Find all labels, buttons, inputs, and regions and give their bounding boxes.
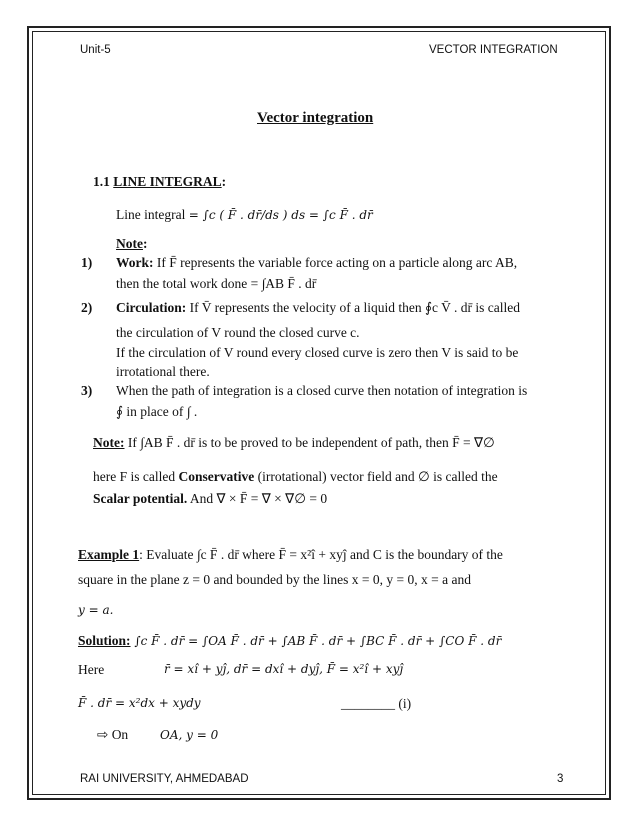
note-1-number: 1) xyxy=(81,255,93,270)
example-line2: square in the plane z = 0 and bounded by the lines x = 0, y = 0, x = a and xyxy=(78,572,471,587)
note-1-text: If F̄ represents the variable force acting on a particle along arc AB, xyxy=(156,255,518,270)
solution-formula: ∫c F̄ . dr̄ = ∫OA F̄ . dr̄ + ∫AB F̄ . dr̄ + ∫BC F̄ . dr̄ + ∫CO F̄ . dr̄ xyxy=(130,634,502,648)
equation-tag: ________ (i) xyxy=(341,696,412,711)
solution-label: Solution: xyxy=(78,633,131,648)
note2-line3 xyxy=(93,491,327,507)
solution-line2: r̄ = xî + yĵ, dr̄ = dxî + dyĵ, F̄ = x²î + xyĵ xyxy=(164,662,404,676)
right-arrow-icon: ⇨ xyxy=(97,727,109,742)
header-unit: Unit-5 xyxy=(80,44,111,56)
solution-line1 xyxy=(78,633,501,649)
note-3-number: 3) xyxy=(81,383,93,398)
note2-line3-b: And ∇ × F̄ = ∇ × ∇∅ = 0 xyxy=(187,491,328,506)
on-expression: OA, y = 0 xyxy=(160,728,219,742)
note-2-line1 xyxy=(116,300,520,316)
example-label: Example 1 xyxy=(78,547,140,562)
note2-line2 xyxy=(93,469,498,485)
example-line3: y = a. xyxy=(78,603,114,617)
on-arrow-line xyxy=(97,727,128,743)
note-2-line3: If the circulation of V round every closed curve is zero then V is said to be xyxy=(116,345,519,360)
note-heading-text: Note xyxy=(116,236,143,251)
note-2-line2: the circulation of V round the closed curve c. xyxy=(116,325,360,340)
footer-university: RAI UNIVERSITY, AHMEDABAD xyxy=(80,773,249,785)
section-heading xyxy=(93,174,226,190)
note2-text: If ∫AB F̄ . dr̄ is to be proved to be independent of path, then F̄ = ∇∅ xyxy=(127,435,495,450)
example-line1 xyxy=(78,547,503,563)
note-heading: Note: xyxy=(116,236,148,251)
section-number: 1.1 xyxy=(93,174,114,189)
page-title: Vector integration xyxy=(257,110,374,126)
line-integral-def xyxy=(116,207,373,223)
note2-line2-a: here F is called xyxy=(93,469,179,484)
note-3-line1: When the path of integration is a closed curve then notation of integration is xyxy=(116,383,528,398)
conservative-term: Conservative xyxy=(178,469,255,484)
page-number: 3 xyxy=(557,773,564,785)
solution-line3: F̄ . dr̄ = x²dx + xydy xyxy=(78,696,201,710)
scalar-potential-term: Scalar potential. xyxy=(93,491,188,506)
example-text: : Evaluate ∫c F̄ . dr̄ where F̄ = x²î + xyĵ and C is the boundary of the xyxy=(139,547,503,562)
line-integral-formula: = ∫c ( F̄ . dr̄/ds ) ds = ∫c F̄ . dr̄ xyxy=(188,208,373,222)
note-2-label: Circulation: xyxy=(116,300,187,315)
header-topic: VECTOR INTEGRATION xyxy=(429,44,558,56)
note-2-line4: irrotational there. xyxy=(116,364,210,379)
section-colon: : xyxy=(221,174,227,189)
on-label: On xyxy=(111,727,129,742)
note2-line1 xyxy=(93,435,495,451)
note-1-line1 xyxy=(116,255,517,271)
note2-line2-c: (irrotational) vector field and ∅ is called the xyxy=(254,469,498,484)
solution-here: Here xyxy=(78,662,105,677)
note-1-label: Work: xyxy=(116,255,154,270)
note-2-number: 2) xyxy=(81,300,93,315)
note-1-line2: then the total work done = ∫AB F̄ . dr̄ xyxy=(116,276,317,291)
line-integral-label: Line integral xyxy=(116,207,186,222)
note-3-line2: ∮ in place of ∫ . xyxy=(116,404,198,419)
section-title: LINE INTEGRAL xyxy=(113,174,222,189)
note2-label: Note: xyxy=(93,435,125,450)
note-2-text: If V̄ represents the velocity of a liquid then ∮c V̄ . dr̄ is called xyxy=(189,300,520,315)
